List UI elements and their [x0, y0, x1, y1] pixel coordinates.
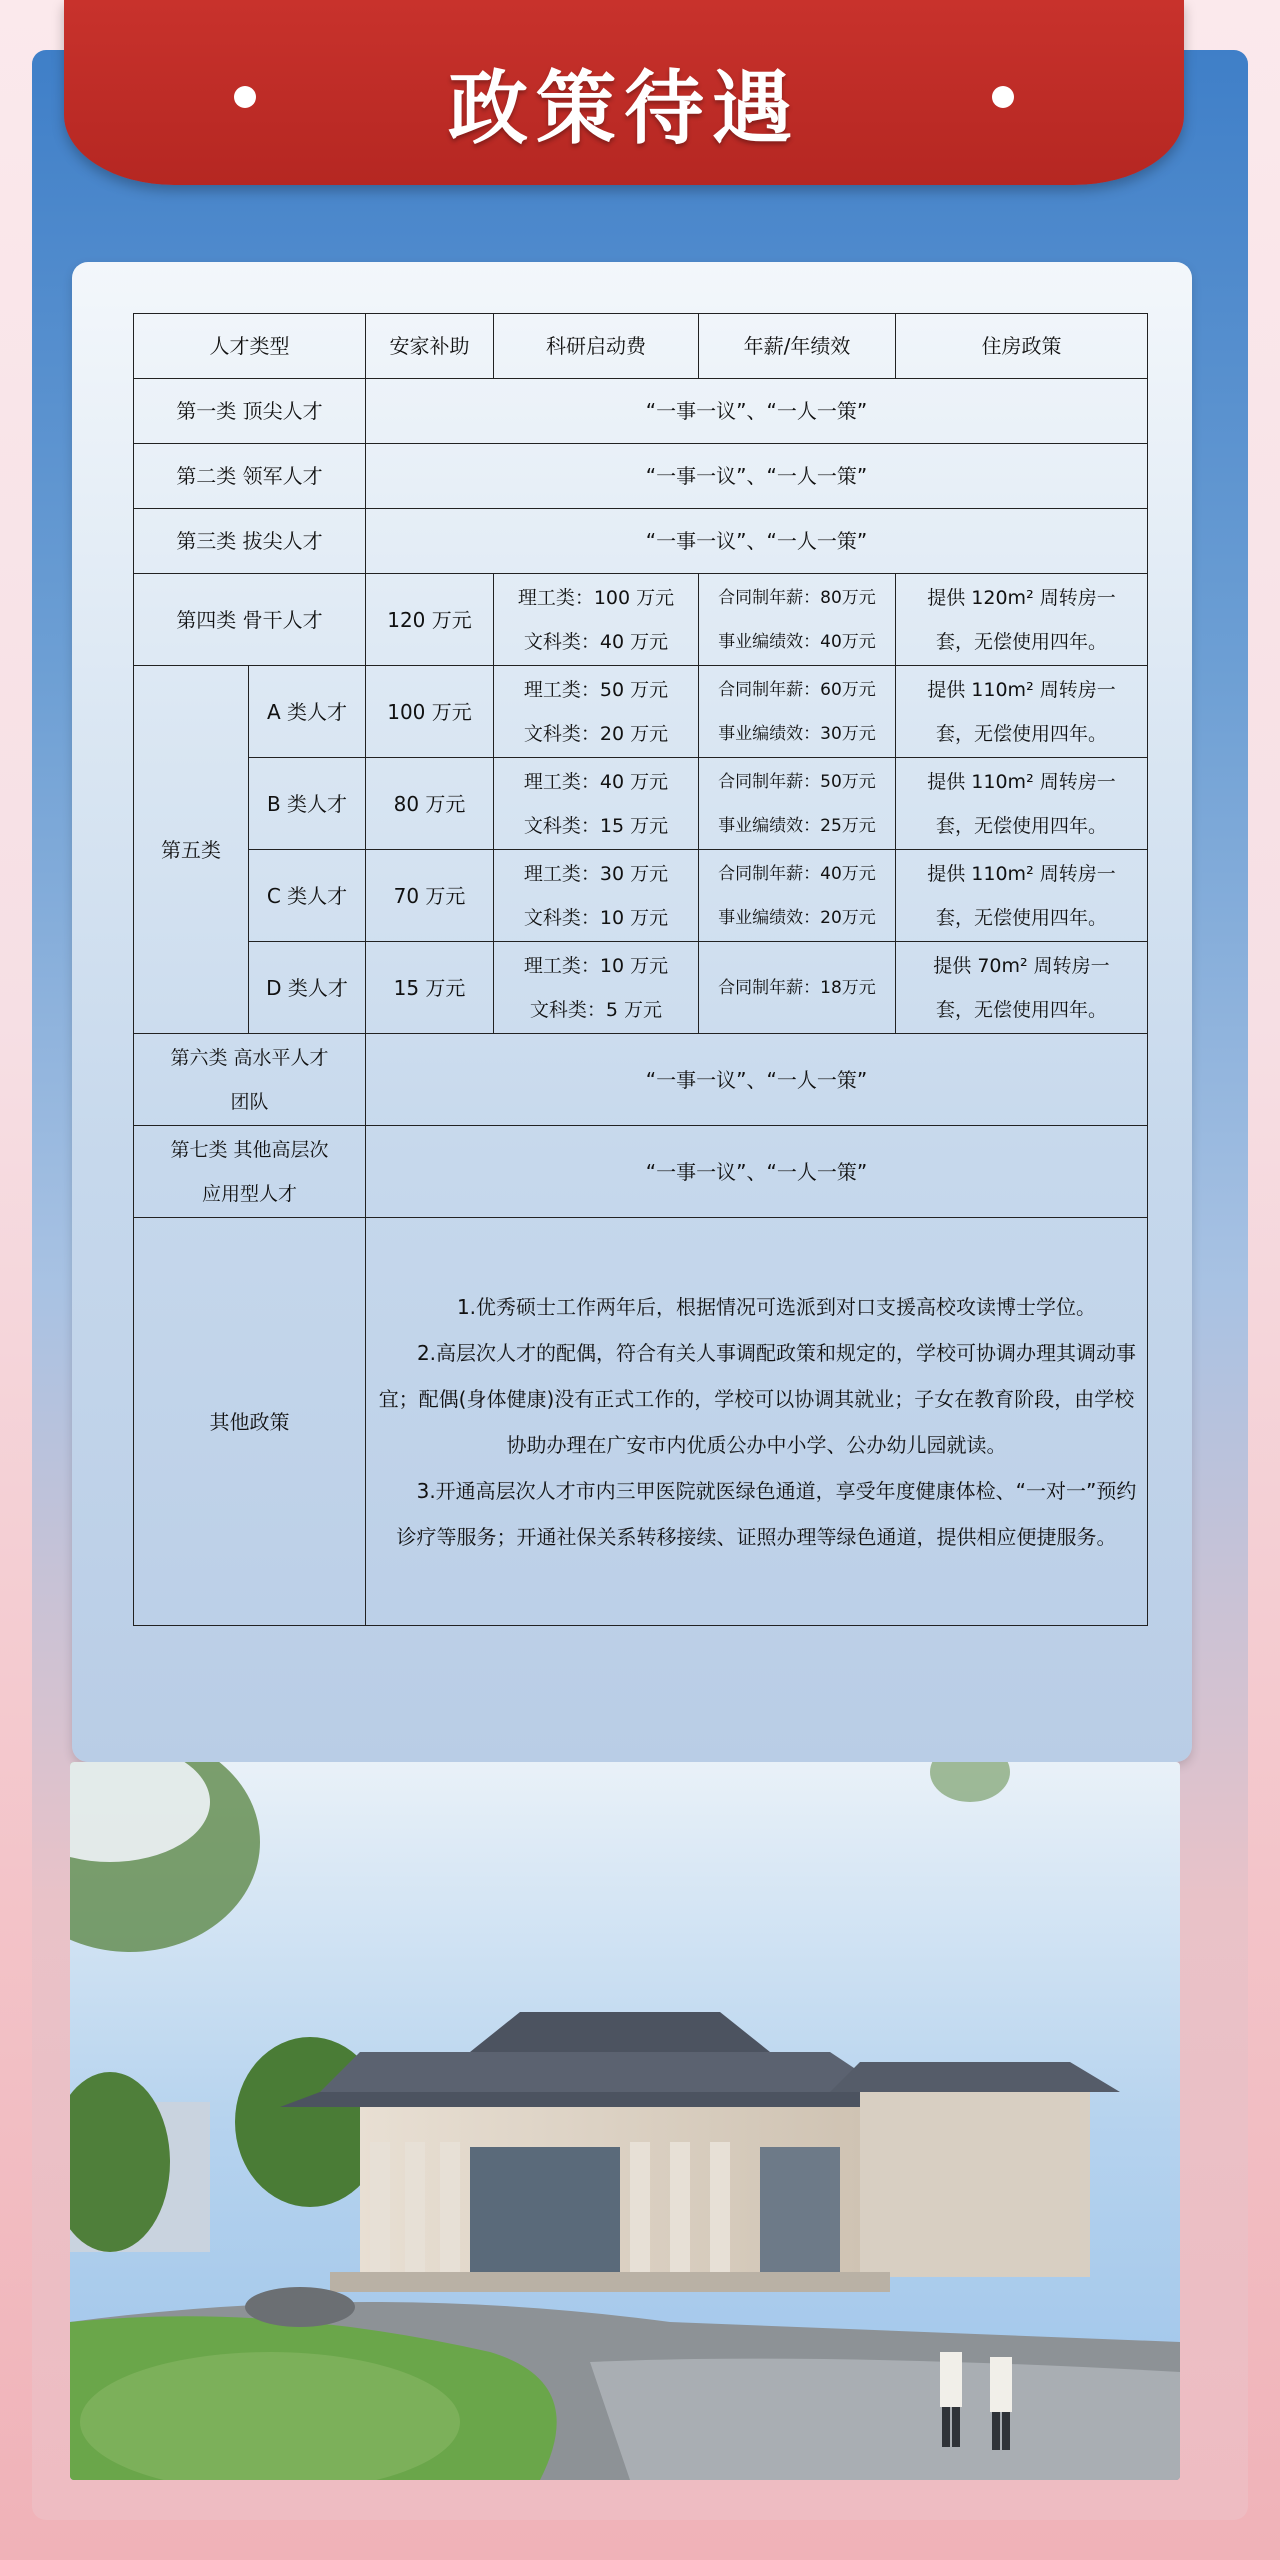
research-cell: 理工类：30 万元 文科类：10 万元 [494, 850, 699, 942]
header-cell: 住房政策 [896, 314, 1148, 379]
research-cell: 理工类：10 万元 文科类：5 万元 [494, 942, 699, 1034]
header-cell: 科研启动费 [494, 314, 699, 379]
policy-cell: “一事一议”、“一人一策” [366, 1126, 1148, 1218]
salary-cell: 合同制年薪：80万元 事业编绩效：40万元 [699, 574, 896, 666]
policy-cell: “一事一议”、“一人一策” [366, 1034, 1148, 1126]
salary-cell: 合同制年薪：40万元 事业编绩效：20万元 [699, 850, 896, 942]
table-row [134, 574, 1148, 666]
research-cell: 理工类：40 万元 文科类：15 万元 [494, 758, 699, 850]
subsidy-cell: 80 万元 [366, 758, 494, 850]
subcategory-label: A 类人才 [249, 666, 366, 758]
header-cell: 人才类型 [134, 314, 366, 379]
salary-cell: 合同制年薪：50万元 事业编绩效：25万元 [699, 758, 896, 850]
table-row [134, 942, 1148, 1034]
housing-cell: 提供 110m² 周转房一 套，无偿使用四年。 [896, 850, 1148, 942]
table-row [134, 379, 1148, 444]
policy-note: 3.开通高层次人才市内三甲医院就医绿色通道，享受年度健康体检、“一对一”预约诊疗等服务；开通社保关系转移接续、证照办理等绿色通道，提供相应便捷服务。 [396, 1478, 1137, 1549]
policy-table [133, 313, 1148, 1626]
policy-cell: “一事一议”、“一人一策” [366, 379, 1148, 444]
header-cell: 年薪/年绩效 [699, 314, 896, 379]
subcategory-label: B 类人才 [249, 758, 366, 850]
table-header-row [134, 314, 1148, 379]
housing-cell: 提供 120m² 周转房一 套，无偿使用四年。 [896, 574, 1148, 666]
subcategory-label: D 类人才 [249, 942, 366, 1034]
subsidy-cell: 120 万元 [366, 574, 494, 666]
category-label: 第六类 高水平人才 团队 [134, 1034, 366, 1126]
salary-cell: 合同制年薪：18万元 [699, 942, 896, 1034]
table-row [134, 1126, 1148, 1218]
subsidy-cell: 15 万元 [366, 942, 494, 1034]
subsidy-cell: 100 万元 [366, 666, 494, 758]
policy-note: 1.优秀硕士工作两年后，根据情况可选派到对口支援高校攻读博士学位。 [456, 1294, 1097, 1319]
category-label: 第五类 [134, 666, 249, 1034]
table-row [134, 509, 1148, 574]
header-cell: 安家补助 [366, 314, 494, 379]
table-row [134, 850, 1148, 942]
table-row [134, 1218, 1148, 1626]
page-title: 政策待遇 [448, 62, 800, 155]
table-row [134, 1034, 1148, 1126]
title-banner [64, 0, 1184, 185]
research-cell: 理工类：100 万元 文科类：40 万元 [494, 574, 699, 666]
salary-cell: 合同制年薪：60万元 事业编绩效：30万元 [699, 666, 896, 758]
research-cell: 理工类：50 万元 文科类：20 万元 [494, 666, 699, 758]
table-row [134, 666, 1148, 758]
category-label: 其他政策 [134, 1218, 366, 1626]
campus-building-photo [70, 1762, 1180, 2480]
policy-note: 2.高层次人才的配偶，符合有关人事调配政策和规定的，学校可协调办理其调动事宜；配偶(身体健康)没有正式工作的，学校可以协调其就业；子女在教育阶段，由学校协助办理在广安市内优质公办中小学、公办幼儿园就读。 [378, 1340, 1137, 1457]
policy-cell: “一事一议”、“一人一策” [366, 509, 1148, 574]
category-label: 第三类 拔尖人才 [134, 509, 366, 574]
other-policies-text [366, 1218, 1148, 1626]
category-label: 第四类 骨干人才 [134, 574, 366, 666]
table-row [134, 758, 1148, 850]
table-row [134, 444, 1148, 509]
subsidy-cell: 70 万元 [366, 850, 494, 942]
category-label: 第二类 领军人才 [134, 444, 366, 509]
category-label: 第七类 其他高层次 应用型人才 [134, 1126, 366, 1218]
policy-cell: “一事一议”、“一人一策” [366, 444, 1148, 509]
category-label: 第一类 顶尖人才 [134, 379, 366, 444]
subcategory-label: C 类人才 [249, 850, 366, 942]
housing-cell: 提供 70m² 周转房一 套，无偿使用四年。 [896, 942, 1148, 1034]
housing-cell: 提供 110m² 周转房一 套，无偿使用四年。 [896, 666, 1148, 758]
housing-cell: 提供 110m² 周转房一 套，无偿使用四年。 [896, 758, 1148, 850]
